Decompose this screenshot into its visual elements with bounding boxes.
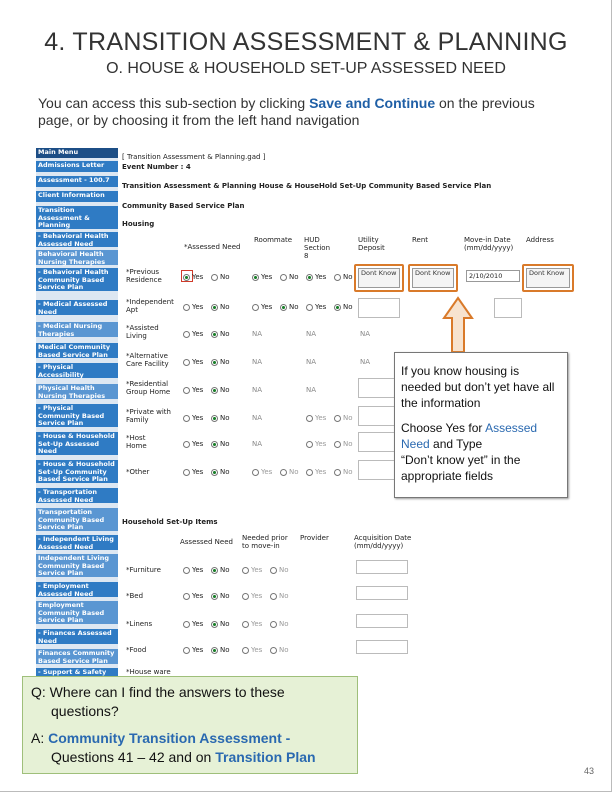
radio-selected-icon — [211, 331, 218, 338]
radio-icon — [242, 647, 249, 654]
sidebar-item[interactable]: - Support & Safety — [36, 668, 118, 678]
page-number: 43 — [584, 766, 595, 776]
sidebar-item[interactable]: - Behavioral Health Assessed Need — [36, 232, 118, 248]
row-other: *Other — [126, 468, 150, 476]
answer-line-2: Questions 41 – 42 and on Transition Plan — [51, 749, 316, 765]
assessed-no[interactable]: No — [211, 468, 230, 476]
radio-icon — [270, 593, 277, 600]
radio-icon — [306, 415, 313, 422]
roommate-no[interactable]: No — [280, 468, 299, 476]
na-value: NA — [252, 414, 263, 422]
radio-selected-icon — [211, 647, 218, 654]
na-value: NA — [306, 386, 317, 394]
na-value: NA — [306, 358, 317, 366]
hh-yes[interactable]: Yes — [183, 592, 203, 600]
na-value: NA — [306, 330, 317, 338]
radio-icon — [183, 415, 190, 422]
hh-no[interactable]: No — [211, 646, 230, 654]
row-food: *Food — [126, 646, 147, 654]
hud-yes[interactable]: Yes — [306, 303, 326, 311]
sidebar-item[interactable]: Physical Health Nursing Therapies — [36, 384, 118, 400]
answer-link-assessment: Community Transition Assessment - — [48, 730, 291, 746]
assessed-no[interactable]: No — [211, 386, 230, 394]
radio-selected-icon — [211, 469, 218, 476]
assessed-no[interactable]: No — [211, 440, 230, 448]
assessed-yes[interactable]: Yes — [183, 440, 203, 448]
hh-yes[interactable]: Yes — [183, 646, 203, 654]
radio-icon — [183, 593, 190, 600]
sidebar-item-active[interactable]: - House & Household Set-Up Community Based Service Plan — [36, 460, 118, 484]
radio-icon — [306, 469, 313, 476]
needed-no[interactable]: No — [270, 566, 289, 574]
radio-icon — [211, 274, 218, 281]
sidebar-item[interactable]: Finances Community Based Service Plan — [36, 649, 118, 665]
sidebar-item[interactable]: - Physical Community Based Service Plan — [36, 404, 118, 428]
assessed-yes[interactable]: Yes — [183, 358, 203, 366]
col-roommate: Roommate — [254, 236, 293, 244]
sidebar-item[interactable]: - Behavioral Health Community Based Service Plan — [36, 268, 118, 292]
assessed-no[interactable]: No — [211, 414, 230, 422]
col-hh-assessed-need: Assessed Need — [180, 538, 233, 546]
na-value: NA — [252, 358, 263, 366]
section-subtitle: O. HOUSE & HOUSEHOLD SET-UP ASSESSED NEED — [106, 60, 506, 77]
sidebar-item[interactable]: Transition Assessment & Planning — [36, 206, 118, 230]
radio-selected-icon — [211, 304, 218, 311]
radio-icon — [334, 469, 341, 476]
assessed-yes[interactable]: Yes — [183, 468, 203, 476]
acq-date-input[interactable] — [356, 586, 408, 600]
radio-icon — [270, 567, 277, 574]
radio-icon — [252, 469, 259, 476]
assessed-yes-previous[interactable]: Yes — [183, 273, 203, 281]
roommate-yes[interactable]: Yes — [252, 468, 272, 476]
sidebar-item[interactable]: - Independent Living Assessed Need — [36, 535, 118, 551]
hud-yes[interactable]: Yes — [306, 468, 326, 476]
radio-selected-icon — [280, 304, 287, 311]
radio-icon — [183, 469, 190, 476]
acq-date-input[interactable] — [356, 640, 408, 654]
radio-icon — [183, 567, 190, 574]
rent-select[interactable]: Dont Know — [412, 268, 454, 288]
row-host-home: *Host Home — [126, 434, 147, 450]
needed-yes[interactable]: Yes — [242, 620, 262, 628]
radio-selected-icon — [211, 621, 218, 628]
radio-icon — [183, 359, 190, 366]
col-assessed-need: *Assessed Need — [184, 243, 241, 251]
row-linens: *Linens — [126, 620, 153, 628]
radio-icon — [242, 621, 249, 628]
row-residential-group-home: *Residential Group Home — [126, 380, 171, 396]
col-acquisition-date: Acquisition Date (mm/dd/yyyy) — [354, 534, 412, 550]
assessed-yes[interactable]: Yes — [183, 303, 203, 311]
hud-yes[interactable]: Yes — [306, 273, 326, 281]
col-utility-deposit: Utility Deposit — [358, 236, 385, 252]
needed-no[interactable]: No — [270, 646, 289, 654]
radio-selected-icon — [334, 304, 341, 311]
radio-icon — [270, 647, 277, 654]
sidebar-item-main-menu[interactable]: Main Menu — [36, 148, 118, 159]
hud-no[interactable]: No — [334, 303, 353, 311]
hh-no[interactable]: No — [211, 566, 230, 574]
qa-box — [22, 676, 358, 774]
radio-icon — [183, 387, 190, 394]
radio-selected-icon — [211, 567, 218, 574]
assessed-no-previous[interactable]: No — [211, 273, 230, 281]
radio-selected-icon — [252, 274, 259, 281]
hud-no[interactable]: No — [334, 273, 353, 281]
hud-no[interactable]: No — [334, 414, 353, 422]
callout-assessed-need: Assessed Need — [401, 421, 538, 451]
col-move-in-date: Move-in Date (mm/dd/yyyy) — [464, 236, 514, 252]
radio-selected-icon — [183, 274, 190, 281]
na-value: NA — [360, 358, 371, 366]
sidebar-item[interactable]: Behavioral Health Nursing Therapies — [36, 250, 118, 266]
hh-yes[interactable]: Yes — [183, 566, 203, 574]
radio-selected-icon — [211, 387, 218, 394]
assessed-yes[interactable]: Yes — [183, 330, 203, 338]
sidebar-item[interactable]: Independent Living Community Based Service Plan — [36, 554, 118, 578]
radio-icon — [242, 593, 249, 600]
hud-yes[interactable]: Yes — [306, 414, 326, 422]
intro-part2: on the previous page, or by choosing it from the left hand navigation — [38, 95, 535, 128]
radio-icon — [183, 441, 190, 448]
col-hud-section-8: HUD Section 8 — [304, 236, 331, 260]
assessed-no[interactable]: No — [211, 330, 230, 338]
sidebar-item[interactable]: - Physical Accessibility — [36, 363, 118, 379]
hud-no[interactable]: No — [334, 440, 353, 448]
radio-selected-icon — [211, 441, 218, 448]
row-bed: *Bed — [126, 592, 144, 600]
sidebar-item[interactable]: Transportation Community Based Service Plan — [36, 508, 118, 532]
radio-icon — [183, 621, 190, 628]
utility-deposit-select[interactable]: Dont Know — [358, 268, 400, 288]
na-value: NA — [360, 330, 371, 338]
callout-text-1: If you know housing is needed but don’t yet have all the information — [401, 364, 555, 410]
needed-yes[interactable]: Yes — [242, 592, 262, 600]
address-select[interactable]: Dont Know — [526, 268, 570, 288]
hh-no[interactable]: No — [211, 620, 230, 628]
radio-icon — [334, 274, 341, 281]
housing-label: Housing — [122, 220, 155, 228]
radio-icon — [306, 304, 313, 311]
needed-no[interactable]: No — [270, 620, 289, 628]
utility-input[interactable] — [358, 298, 400, 318]
needed-no[interactable]: No — [270, 592, 289, 600]
hud-yes[interactable]: Yes — [306, 440, 326, 448]
col-needed-prior: Needed prior to move-in — [242, 534, 288, 550]
form-heading: Transition Assessment & Planning House & HouseHold Set-Up Community Based Service Plan — [122, 182, 492, 190]
sidebar-item[interactable]: Employment Community Based Service Plan — [36, 601, 118, 625]
na-value: NA — [252, 386, 263, 394]
callout-text-3: “Don’t know yet” in the appropriate fields — [401, 453, 521, 483]
radio-icon — [183, 304, 190, 311]
move-in-input[interactable] — [494, 298, 522, 318]
row-furniture: *Furniture — [126, 566, 161, 574]
row-previous-residence: *Previous Residence — [126, 268, 162, 284]
radio-icon — [242, 567, 249, 574]
radio-icon — [306, 441, 313, 448]
question-line-2: questions? — [51, 703, 119, 719]
row-house-ware: *House ware — [126, 668, 171, 676]
intro-highlight: Save and Continue — [309, 95, 436, 111]
event-number: Event Number : 4 — [122, 163, 191, 171]
radio-icon — [280, 274, 287, 281]
sidebar-item[interactable]: Assessment - 100.7 — [36, 176, 118, 188]
na-value: NA — [252, 330, 263, 338]
left-navigation — [36, 148, 118, 678]
sidebar-item[interactable]: - Finances Assessed Need — [36, 629, 118, 645]
row-independent-apt: *Independent Apt — [126, 298, 174, 314]
radio-icon — [280, 469, 287, 476]
sidebar-item[interactable]: Admissions Letter — [36, 161, 118, 173]
col-rent: Rent — [412, 236, 429, 244]
radio-icon — [183, 331, 190, 338]
assessed-no[interactable]: No — [211, 303, 230, 311]
radio-selected-icon — [211, 415, 218, 422]
arrow-up-icon — [442, 296, 474, 354]
needed-yes[interactable]: Yes — [242, 646, 262, 654]
form-subheading: Community Based Service Plan — [122, 202, 245, 210]
roommate-no[interactable]: No — [280, 273, 299, 281]
roommate-no[interactable]: No — [280, 303, 299, 311]
sidebar-item[interactable]: Client Information — [36, 191, 118, 203]
assessed-yes[interactable]: Yes — [183, 414, 203, 422]
answer-link-transition-plan: Transition Plan — [215, 749, 316, 765]
assessed-yes[interactable]: Yes — [183, 386, 203, 394]
sidebar-item[interactable]: - House & Household Set-Up Assessed Need — [36, 432, 118, 456]
sidebar-item[interactable]: - Employment Assessed Need — [36, 582, 118, 598]
acq-date-input[interactable] — [356, 560, 408, 574]
sidebar-item[interactable]: Medical Community Based Service Plan — [36, 343, 118, 359]
sidebar-item[interactable]: - Medical Nursing Therapies — [36, 322, 118, 338]
col-address: Address — [526, 236, 554, 244]
acq-date-input[interactable] — [356, 614, 408, 628]
hud-no[interactable]: No — [334, 468, 353, 476]
radio-icon — [334, 441, 341, 448]
household-label: Household Set-Up Items — [122, 518, 218, 526]
breadcrumb[interactable]: [ Transition Assessment & Planning.gad ] — [122, 153, 266, 161]
radio-icon — [270, 621, 277, 628]
intro-part1: You can access this sub-section by clicking — [38, 95, 310, 111]
row-private-with-family: *Private with Family — [126, 408, 171, 424]
callout-text-2: Choose Yes for Assessed Need and Type — [401, 421, 538, 451]
intro-text — [38, 95, 558, 129]
roommate-yes[interactable]: Yes — [252, 303, 272, 311]
radio-selected-icon — [211, 593, 218, 600]
assessed-no[interactable]: No — [211, 358, 230, 366]
page-title: 4. TRANSITION ASSESSMENT & PLANNING — [44, 28, 568, 56]
needed-yes[interactable]: Yes — [242, 566, 262, 574]
sidebar-item[interactable]: - Transportation Assessed Need — [36, 488, 118, 504]
radio-icon — [252, 304, 259, 311]
sidebar-item[interactable]: - Medical Assessed Need — [36, 300, 118, 316]
row-alternative-care: *Alternative Care Facility — [126, 352, 169, 368]
na-value: NA — [252, 440, 263, 448]
question-line: Q: Where can I find the answers to these — [31, 684, 285, 700]
radio-icon — [334, 415, 341, 422]
hh-no[interactable]: No — [211, 592, 230, 600]
hh-yes[interactable]: Yes — [183, 620, 203, 628]
radio-icon — [183, 647, 190, 654]
instruction-callout — [394, 352, 568, 498]
answer-line: A: Community Transition Assessment - — [31, 730, 291, 746]
move-in-date-input[interactable]: 2/10/2010 — [466, 270, 520, 282]
radio-selected-icon — [211, 359, 218, 366]
row-assisted-living: *Assisted Living — [126, 324, 159, 340]
col-provider: Provider — [300, 534, 329, 542]
radio-selected-icon — [306, 274, 313, 281]
roommate-yes[interactable]: Yes — [252, 273, 272, 281]
